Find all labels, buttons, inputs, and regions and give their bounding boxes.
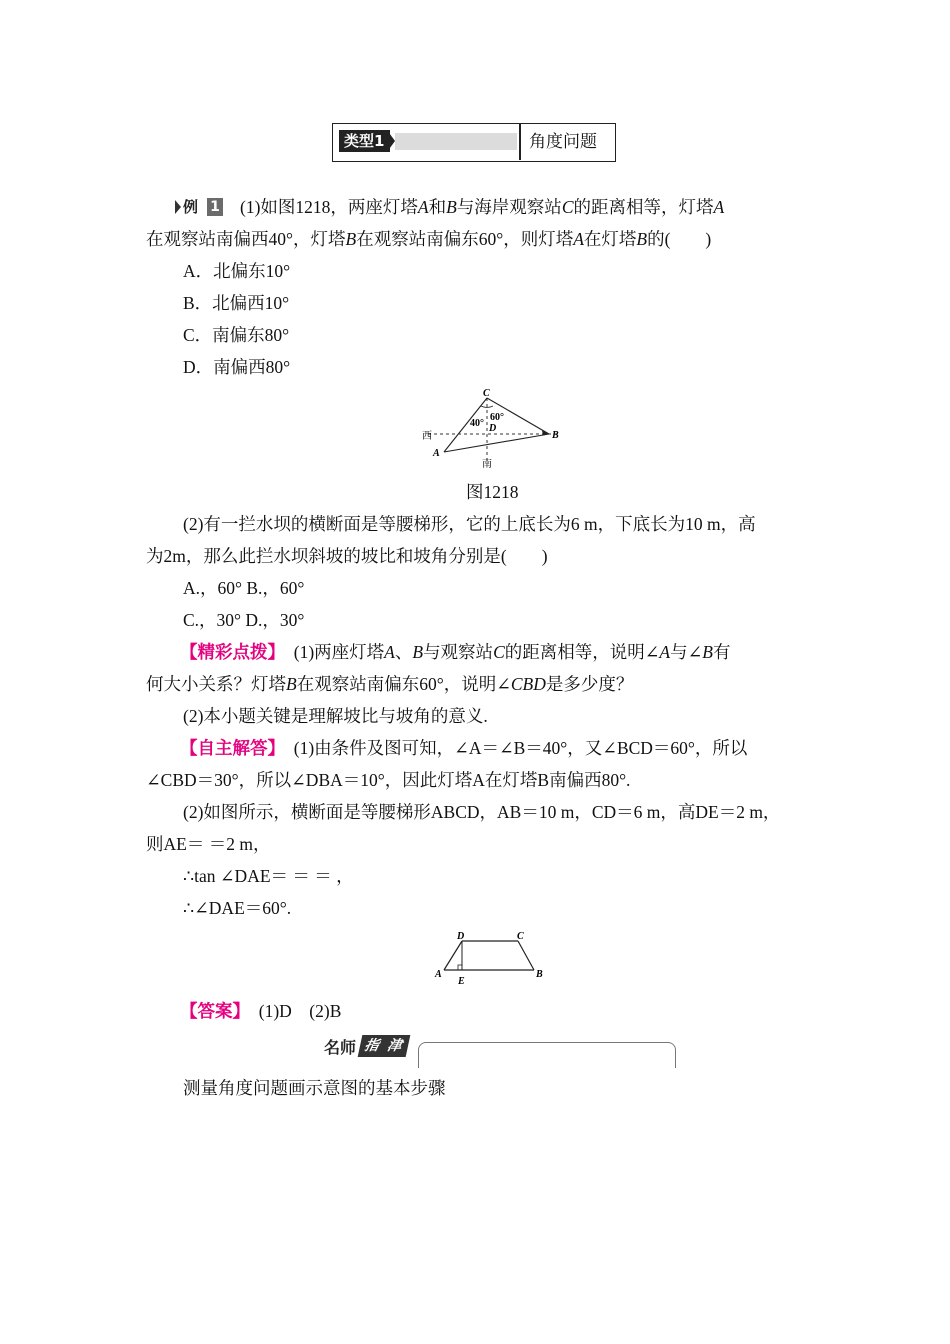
answer-line: 【答案】 (1)D (2)B: [180, 1001, 342, 1021]
teacher-tip-badge: 指 津: [358, 1035, 411, 1057]
example-badge-number: 1: [207, 198, 223, 216]
solution-line1: 【自主解答】 (1)由条件及图可知，∠A＝∠B＝40°，又∠BCD＝60°，所以: [180, 738, 748, 758]
fig2-label-E: E: [458, 976, 465, 987]
teacher-tip-text: 测量角度问题画示意图的基本步骤: [183, 1078, 446, 1098]
figure-1218-caption: 图1218: [466, 482, 519, 502]
figure-1218: [418, 384, 568, 474]
fig2-label-A: A: [435, 969, 442, 980]
fig1-label-40: 40°: [470, 418, 484, 429]
hint-line1: 【精彩点拨】 (1)两座灯塔A、B与观察站C的距离相等，说明∠A与∠B有: [180, 642, 731, 662]
q2-line2: 为2m，那么此拦水坝斜坡的坡比和坡角分别是( ): [146, 546, 548, 566]
type-label-area: [333, 124, 519, 160]
example-triangle-icon: [175, 200, 181, 214]
fig2-line-AD: [444, 941, 462, 970]
q2-options-row1: A.，60° B.，60°: [183, 578, 305, 598]
teacher-tip-label: 名师: [324, 1038, 357, 1057]
q1-option-c: C．南偏东80°: [183, 325, 290, 345]
example-badge-label: 例: [183, 198, 199, 216]
fig1-label-C: C: [483, 388, 490, 399]
fig1-label-A: A: [433, 448, 440, 459]
teacher-tip-frame: [418, 1042, 676, 1068]
solution-line4: 则AE＝ ＝2 m，: [146, 834, 271, 854]
fig1-label-D: D: [489, 423, 497, 434]
q1-line1: (1)如图1218，两座灯塔A和B与海岸观察站C的距离相等，灯塔A: [240, 197, 725, 217]
q2-options-row2: C.，30° D.，30°: [183, 610, 305, 630]
q1-option-d: D．南偏西80°: [183, 357, 291, 377]
solution-tag: 【自主解答】: [180, 738, 277, 758]
fig2-label-C: C: [517, 931, 524, 942]
fig1-label-west: 西: [422, 431, 432, 442]
answer-tag: 【答案】: [180, 1001, 242, 1021]
type-grey-bar: [395, 133, 517, 150]
fig1-line-AB: [444, 434, 549, 452]
solution-line5: ∴tan ∠DAE＝ ＝ ＝ ，: [183, 866, 354, 886]
type-badge: 类型1: [339, 130, 390, 152]
fig1-label-south: 南: [482, 459, 492, 470]
fig2-label-D: D: [457, 931, 465, 942]
type-divider: [519, 124, 521, 160]
fig2-label-B: B: [536, 969, 543, 980]
hint-tag: 【精彩点拨】: [180, 642, 277, 662]
solution-line6: ∴∠DAE＝60°.: [183, 898, 292, 918]
fig2-right-angle-icon: [458, 965, 462, 970]
fig1-label-60: 60°: [490, 412, 504, 423]
section-type-header: [332, 123, 616, 162]
type-arrow-icon: [387, 130, 395, 152]
solution-line2: ∠CBD＝30°，所以∠DBA＝10°，因此灯塔A在灯塔B南偏西80°.: [146, 770, 631, 790]
teacher-tip-header: [318, 1034, 678, 1068]
q1-option-a: A．北偏东10°: [183, 261, 291, 281]
hint-line3: (2)本小题关键是理解坡比与坡角的意义.: [183, 706, 488, 726]
q1-line2: 在观察站南偏西40°，灯塔B在观察站南偏东60°，则灯塔A在灯塔B的( ): [146, 229, 712, 249]
q2-line1: (2)有一拦水坝的横断面是等腰梯形，它的上底长为6 m，下底长为10 m，高: [183, 514, 756, 534]
figure-trapezoid: [430, 928, 550, 990]
q1-option-b: B．北偏西10°: [183, 293, 290, 313]
solution-line3: (2)如图所示，横断面是等腰梯形ABCD，AB＝10 m，CD＝6 m，高DE＝2 m，: [183, 802, 781, 822]
fig1-label-B: B: [552, 430, 559, 441]
fig2-line-CB: [518, 941, 534, 970]
type-title: 角度问题: [529, 132, 597, 152]
hint-line2: 何大小关系？灯塔B在观察站南偏东60°，说明∠CBD是多少度？: [146, 674, 634, 694]
